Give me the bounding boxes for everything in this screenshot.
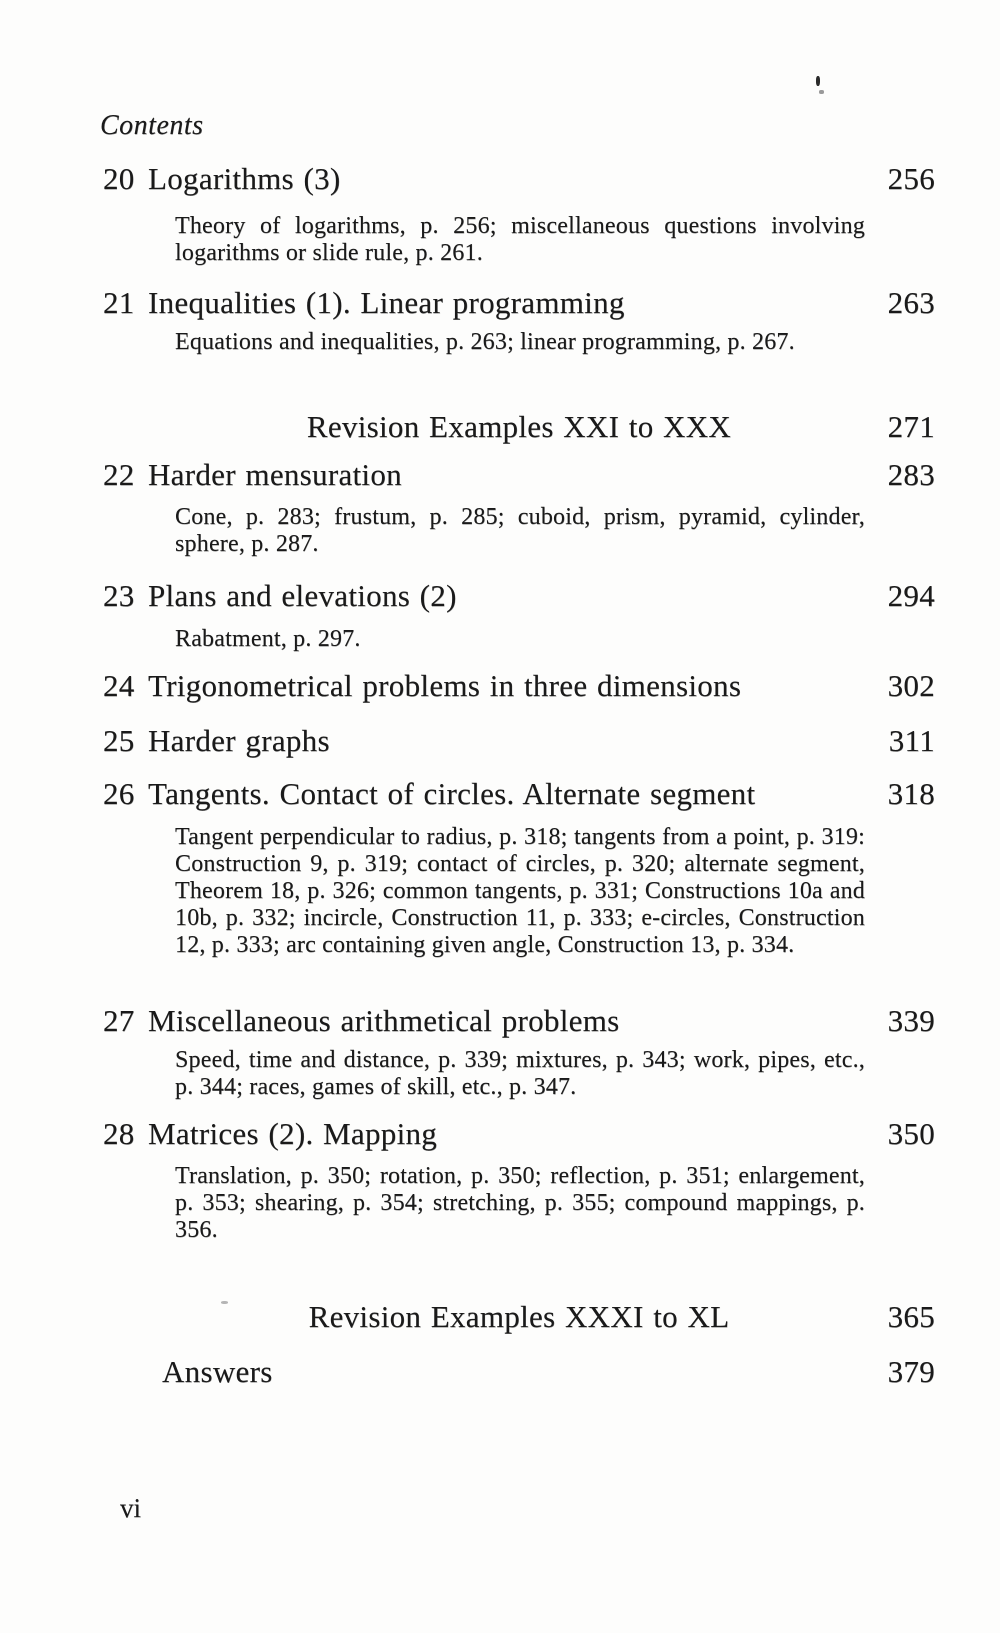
chapter-number: 26 [103, 776, 135, 811]
page-number: 302 [887, 668, 935, 703]
page-number: 294 [887, 578, 935, 613]
page-number: 271 [887, 409, 935, 444]
page-number: 339 [887, 1003, 935, 1038]
page-number: 311 [888, 723, 935, 758]
chapter-subtopics: Speed, time and distance, p. 339; mixtures, p. 343; work, pipes, etc., p. 344; races, games of skill, etc., p. 347. [175, 1047, 865, 1100]
chapter-number: 23 [103, 578, 135, 613]
chapter-title: Inequalities (1). Linear programming [148, 285, 625, 320]
toc-entry-answers [162, 1355, 935, 1389]
chapter-number: 21 [103, 285, 135, 320]
toc-entry-chapter-28 [103, 1117, 935, 1151]
page-number: 350 [887, 1116, 935, 1151]
ink-speck [819, 90, 824, 94]
answers-title: Answers [162, 1354, 273, 1389]
chapter-subtopics: Cone, p. 283; frustum, p. 285; cuboid, prism, pyramid, cylinder, sphere, p. 287. [175, 504, 865, 557]
chapter-title: Trigonometrical problems in three dimensions [148, 668, 742, 703]
page-number: 283 [887, 457, 935, 492]
toc-entry-chapter-25 [103, 724, 935, 758]
page-title: Contents [100, 110, 204, 141]
page-number: 365 [887, 1299, 935, 1334]
page-number: 379 [887, 1354, 935, 1389]
chapter-title: Harder mensuration [148, 457, 402, 492]
page-number: 263 [887, 285, 935, 320]
toc-entry-chapter-22 [103, 458, 935, 492]
ink-speck [816, 76, 820, 86]
chapter-number: 27 [103, 1003, 135, 1038]
toc-entry-chapter-27 [103, 1004, 935, 1038]
chapter-number: 22 [103, 457, 135, 492]
chapter-subtopics: Theory of logarithms, p. 256; miscellaneous questions involving logarithms or slide rule, p. 261. [175, 213, 865, 266]
chapter-subtopics: Equations and inequalities, p. 263; linear programming, p. 267. [175, 329, 795, 355]
toc-entry-chapter-21 [103, 286, 935, 320]
chapter-title: Logarithms (3) [148, 161, 341, 196]
toc-entry-chapter-26 [103, 777, 935, 811]
page-number: 318 [887, 776, 935, 811]
revision-title: Revision Examples XXXI to XL [308, 1299, 730, 1334]
chapter-title: Matrices (2). Mapping [148, 1116, 438, 1151]
page-number: 256 [887, 161, 935, 196]
chapter-number: 24 [103, 668, 135, 703]
chapter-title: Tangents. Contact of circles. Alternate segment [148, 776, 756, 811]
chapter-number: 20 [103, 161, 135, 196]
chapter-number: 25 [103, 723, 135, 758]
chapter-title: Harder graphs [148, 723, 330, 758]
chapter-subtopics: Rabatment, p. 297. [175, 626, 361, 652]
revision-title: Revision Examples XXI to XXX [306, 409, 732, 444]
chapter-number: 28 [103, 1116, 135, 1151]
chapter-subtopics: Translation, p. 350; rotation, p. 350; reflection, p. 351; enlargement, p. 353; shearing, p. 354; stretching, p. 355; compound mappings, p. 356. [175, 1163, 865, 1243]
chapter-title: Plans and elevations (2) [148, 578, 457, 613]
toc-entry-chapter-24 [103, 669, 935, 703]
chapter-title: Miscellaneous arithmetical problems [148, 1003, 620, 1038]
toc-entry-chapter-20 [103, 162, 935, 196]
folio-page-number: vi [120, 1493, 142, 1523]
chapter-subtopics: Tangent perpendicular to radius, p. 318; tangents from a point, p. 319: Construction 9, p. 319; contact of circles, p. 320; alternate segment, Theorem 18, p. 326; common tangents, p. 331; Constructions 10a and 10b, p. 332; incircle, Construction 11, p. 333; e-circles, Construction 12, p. 333; arc containing given angle, Construction 13, p. 334. [175, 824, 865, 958]
toc-entry-chapter-23 [103, 579, 935, 613]
